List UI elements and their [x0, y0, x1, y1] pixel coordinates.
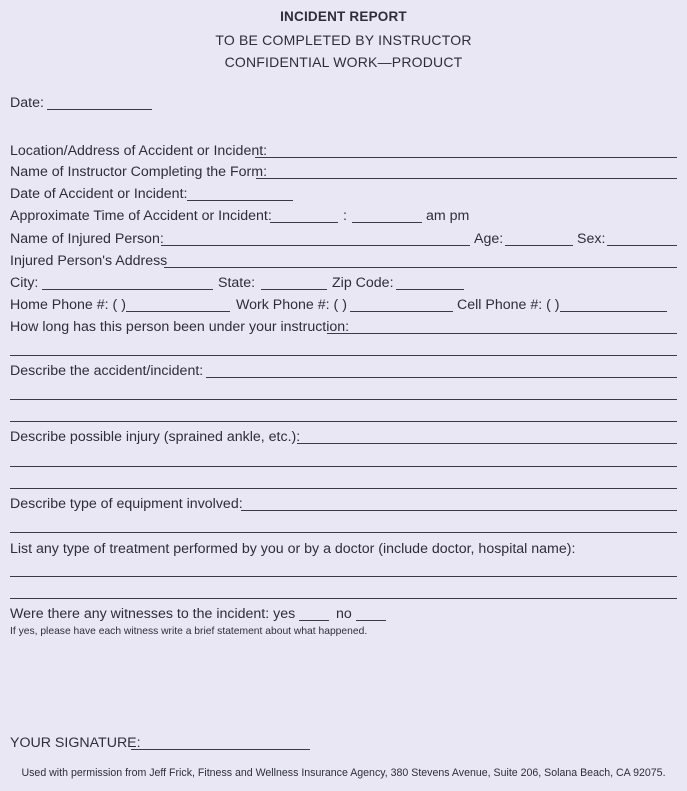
how-long-field[interactable]	[327, 333, 677, 334]
witnesses-label: Were there any witnesses to the incident: yes	[10, 606, 296, 622]
describe-accident-line-3[interactable]	[10, 421, 677, 422]
signature-field[interactable]	[131, 749, 310, 750]
describe-injury-row	[10, 428, 677, 448]
state-label: State:	[218, 275, 256, 291]
sex-label: Sex:	[577, 231, 606, 247]
how-long-row	[10, 318, 677, 338]
zip-label: Zip Code:	[332, 275, 394, 291]
treatment-line-1[interactable]	[10, 576, 677, 577]
accident-date-row	[10, 185, 677, 205]
home-phone-label: Home Phone #: ( )	[10, 297, 126, 313]
date-field[interactable]	[47, 109, 152, 110]
permission-footer: Used with permission from Jeff Frick, Fitness and Wellness Insurance Agency, 380 Stevens Avenue, Suite 206, Solana Beach, CA 92075.	[21, 767, 666, 779]
date-label: Date:	[10, 95, 44, 111]
home-phone-field[interactable]	[126, 311, 230, 312]
describe-accident-line-2[interactable]	[10, 399, 677, 400]
describe-accident-label: Describe the accident/incident:	[10, 363, 204, 379]
form-title: INCIDENT REPORT	[280, 9, 407, 24]
address-row	[10, 252, 677, 272]
witnesses-no-field[interactable]	[356, 620, 386, 621]
treatment-row	[10, 540, 677, 560]
treatment-label: List any type of treatment performed by you or by a doctor (include doctor, hospital name):	[10, 541, 576, 557]
equipment-row	[10, 495, 677, 515]
how-long-line-2[interactable]	[10, 355, 677, 356]
describe-injury-label: Describe possible injury (sprained ankle, etc.):	[10, 429, 301, 445]
instructor-row	[10, 163, 677, 183]
location-row	[10, 142, 677, 162]
treatment-line-2[interactable]	[10, 598, 677, 599]
city-field[interactable]	[42, 289, 213, 290]
form-subtitle: TO BE COMPLETED BY INSTRUCTOR	[215, 32, 472, 48]
phone-row	[10, 296, 677, 316]
witness-note: If yes, please have each witness write a brief statement about what happened.	[10, 626, 368, 637]
work-phone-field[interactable]	[350, 311, 453, 312]
injured-name-row	[10, 230, 677, 250]
cell-phone-field[interactable]	[560, 311, 667, 312]
injured-name-label: Name of Injured Person:	[10, 231, 164, 247]
time-colon: :	[343, 208, 347, 224]
location-label: Location/Address of Accident or Incident:	[10, 143, 268, 159]
zip-field[interactable]	[396, 289, 464, 290]
age-field[interactable]	[505, 245, 573, 246]
time-row	[10, 207, 677, 227]
state-field[interactable]	[261, 289, 327, 290]
work-phone-label: Work Phone #: ( )	[236, 297, 347, 313]
witnesses-yes-field[interactable]	[299, 620, 329, 621]
describe-accident-row	[10, 362, 677, 382]
time-minute-field[interactable]	[352, 222, 422, 223]
how-long-label: How long has this person been under your instruction:	[10, 319, 350, 335]
describe-accident-field[interactable]	[206, 377, 677, 378]
describe-injury-line-2[interactable]	[10, 466, 677, 467]
address-field[interactable]	[164, 267, 677, 268]
equipment-field[interactable]	[241, 510, 677, 511]
am-pm-label: am pm	[426, 208, 470, 224]
location-field[interactable]	[255, 157, 677, 158]
time-hour-field[interactable]	[270, 222, 338, 223]
form-confidential-note: CONFIDENTIAL WORK—PRODUCT	[224, 54, 463, 70]
witnesses-row	[10, 605, 677, 625]
equipment-line-2[interactable]	[10, 532, 677, 533]
injured-name-field[interactable]	[161, 245, 470, 246]
equipment-label: Describe type of equipment involved:	[10, 496, 243, 512]
sex-field[interactable]	[607, 245, 677, 246]
age-label: Age:	[474, 231, 504, 247]
cell-phone-label: Cell Phone #: ( )	[457, 297, 560, 313]
describe-injury-line-3[interactable]	[10, 488, 677, 489]
describe-injury-field[interactable]	[297, 443, 677, 444]
address-label: Injured Person's Address	[10, 253, 168, 269]
instructor-field[interactable]	[256, 178, 677, 179]
date-row	[10, 94, 677, 114]
witnesses-no-label: no	[336, 606, 352, 622]
city-label: City:	[10, 275, 39, 291]
time-label: Approximate Time of Accident or Incident:	[10, 208, 272, 224]
accident-date-label: Date of Accident or Incident:	[10, 186, 188, 202]
city-row	[10, 274, 677, 294]
signature-label: YOUR SIGNATURE:	[10, 735, 141, 751]
accident-date-field[interactable]	[187, 200, 293, 201]
instructor-label: Name of Instructor Completing the Form:	[10, 164, 268, 180]
